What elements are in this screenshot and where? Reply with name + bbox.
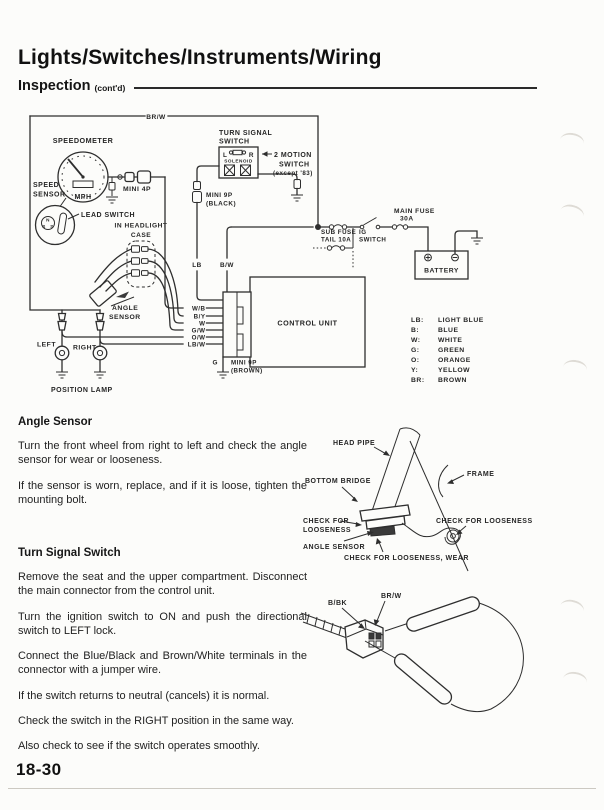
turn-signal-switch-box	[193, 130, 313, 208]
page-number: 18-30	[16, 760, 62, 779]
control-unit-label: CONTROL UNIT	[277, 318, 338, 328]
speed-sensor-label2: SENSOR	[33, 191, 66, 199]
check-looseness-wear: CHECK FOR LOOSENESS, WEAR	[344, 555, 469, 562]
angle-sensor-fig-label: ANGLE SENSOR	[303, 544, 366, 551]
speed-sensor-label1: SPEED	[33, 182, 60, 189]
mph-label: MPH	[74, 194, 92, 201]
turn-signal-heading: Turn Signal Switch	[18, 547, 121, 559]
section-title: Inspection	[18, 78, 91, 94]
angle-sensor-label2: SENSOR	[109, 314, 141, 321]
battery-ground-icon	[471, 238, 483, 244]
lb-bw-wires	[192, 200, 237, 301]
legend-name: BROWN	[438, 377, 467, 384]
main-fuse-label: MAIN FUSE	[394, 208, 435, 215]
frame-label: FRAME	[467, 471, 495, 478]
section-header	[18, 78, 537, 94]
angle-sensor-label1: ANGLE	[112, 305, 139, 312]
paragraph: Turn the front wheel from right to left and check the angle sensor for wear or looseness.	[18, 440, 307, 467]
position-lamps	[37, 310, 183, 394]
solenoid-label: SOLENOID	[224, 158, 253, 164]
head-pipe-label: HEAD PIPE	[333, 440, 376, 447]
legend-name: BLUE	[438, 327, 459, 334]
legend-name: LIGHT BLUE	[438, 317, 484, 324]
paragraph: Connect the Blue/Black and Brown/White terminals in the connector with a jumper wire.	[18, 650, 307, 677]
wire-label-wb: W/B	[191, 305, 206, 313]
lead-switch-label: LEAD SWITCH	[81, 212, 136, 219]
mini-4p-label: MINI 4P	[123, 186, 152, 193]
wire-label-ow: O/W	[191, 334, 206, 342]
wire-label-g: G	[212, 359, 218, 367]
turn-signal-section	[18, 547, 307, 765]
tss-r: R	[248, 152, 254, 159]
fork-illustration	[360, 428, 468, 571]
ig-switch-label: IG	[359, 229, 367, 236]
right-lamp-label: RIGHT	[73, 344, 97, 352]
sub-fuse-label: SUB FUSE	[321, 229, 357, 236]
paragraph: Check the switch in the RIGHT position in the same way.	[18, 715, 294, 728]
tss-label2: SWITCH	[219, 138, 250, 146]
case-connectors	[132, 246, 149, 276]
bottom-bridge-label: BOTTOM BRIDGE	[305, 478, 371, 485]
wire-label-lbw: LB/W	[187, 341, 206, 349]
main-power-line	[231, 208, 435, 268]
paragraph: If the switch returns to neutral (cancels) it is normal.	[18, 689, 270, 702]
br-w-label: BR/W	[381, 593, 402, 600]
tss-label1: TURN SIGNAL	[219, 130, 273, 137]
legend-name: ORANGE	[438, 357, 471, 364]
wire-label-brw: BR/W	[146, 114, 166, 121]
header-rule	[134, 87, 537, 89]
battery-label: BATTERY	[424, 267, 459, 275]
wire-label-by: B/Y	[193, 313, 206, 321]
probe-illustration	[365, 595, 523, 712]
mini-9p-brown-label1: MINI 9P	[231, 359, 257, 367]
in-headlight-label1: IN HEADLIGHT	[114, 222, 168, 230]
wire-bundle	[95, 177, 183, 330]
legend-abbr: B:	[411, 327, 420, 334]
ig-switch-symbol	[360, 218, 380, 229]
jumper-wire-figure	[295, 585, 595, 750]
mini-9p-black-label1: MINI 9P	[206, 192, 233, 199]
wire-row-labels	[188, 305, 223, 348]
control-unit	[213, 277, 365, 378]
ig-switch-label2: SWITCH	[359, 236, 387, 244]
check-looseness-left-2: LOOSENESS	[303, 527, 352, 534]
legend-abbr: G:	[411, 347, 420, 354]
main-fuse-amps: 30A	[400, 215, 414, 223]
wire-color-legend	[411, 317, 484, 384]
section-title-note: (cont'd)	[94, 83, 126, 93]
position-lamp-label: POSITION LAMP	[51, 387, 113, 394]
legend-abbr: BR:	[411, 377, 425, 384]
mini-9p-black-label2: (BLACK)	[206, 200, 237, 208]
legend-abbr: W:	[411, 337, 421, 344]
b-bk-label: B/BK	[328, 600, 348, 607]
wire-label-bw: B/W	[220, 262, 234, 269]
legend-name: YELLOW	[438, 367, 471, 374]
left-lamp-label: LEFT	[37, 341, 56, 349]
mini-9p-brown-label2: (BROWN)	[231, 367, 263, 375]
paragraph: Turn the ignition switch to ON and push the directional switch to LEFT lock.	[18, 610, 307, 637]
legend-name: GREEN	[438, 347, 465, 354]
in-headlight-label2: CASE	[130, 232, 152, 239]
speedometer	[53, 136, 165, 203]
motion-label1: 2 MOTION	[274, 152, 312, 159]
paragraph: Remove the seat and the upper compartment. Disconnect the main connector from the control unit.	[18, 571, 307, 598]
legend-name: WHITE	[438, 337, 463, 344]
tss-l: L	[223, 152, 228, 159]
bottom-rule	[8, 788, 596, 789]
page-title: Lights/Switches/Instruments/Wiring	[18, 46, 382, 69]
speedometer-label: SPEEDOMETER	[52, 136, 114, 145]
motion-label2: SWITCH	[279, 161, 310, 169]
paragraph: Also check to see if the switch operates smoothly.	[18, 740, 260, 753]
magnet-s1: S	[42, 224, 46, 229]
motion-switch-callout	[262, 151, 313, 177]
paragraph: If the sensor is worn, replace, and if it is loose, tighten the mounting bolt.	[18, 479, 307, 506]
legend-abbr: Y:	[411, 367, 419, 374]
wire-label-w: W	[199, 320, 206, 328]
motion-label3: (except '83)	[273, 170, 313, 177]
wire-label-gw: G/W	[191, 327, 206, 335]
main-fuse-symbol	[392, 225, 407, 229]
angle-sensor-section	[18, 416, 307, 518]
angle-sensor-heading: Angle Sensor	[18, 416, 93, 428]
check-looseness-right: CHECK FOR LOOSENESS	[436, 518, 533, 525]
connector-illustration	[301, 613, 383, 658]
legend-abbr: O:	[411, 357, 420, 364]
sub-fuse-amps: TAIL 10A	[321, 236, 352, 244]
magnet-s2: S	[50, 224, 54, 229]
check-looseness-left-1: CHECK FOR	[303, 518, 350, 525]
angle-sensor-figure	[290, 423, 600, 575]
wiring-diagram	[15, 110, 592, 402]
battery	[415, 231, 483, 279]
legend-abbr: LB:	[411, 317, 424, 324]
magnet-n: N	[46, 217, 50, 223]
wire-label-lb: LB	[192, 262, 202, 269]
